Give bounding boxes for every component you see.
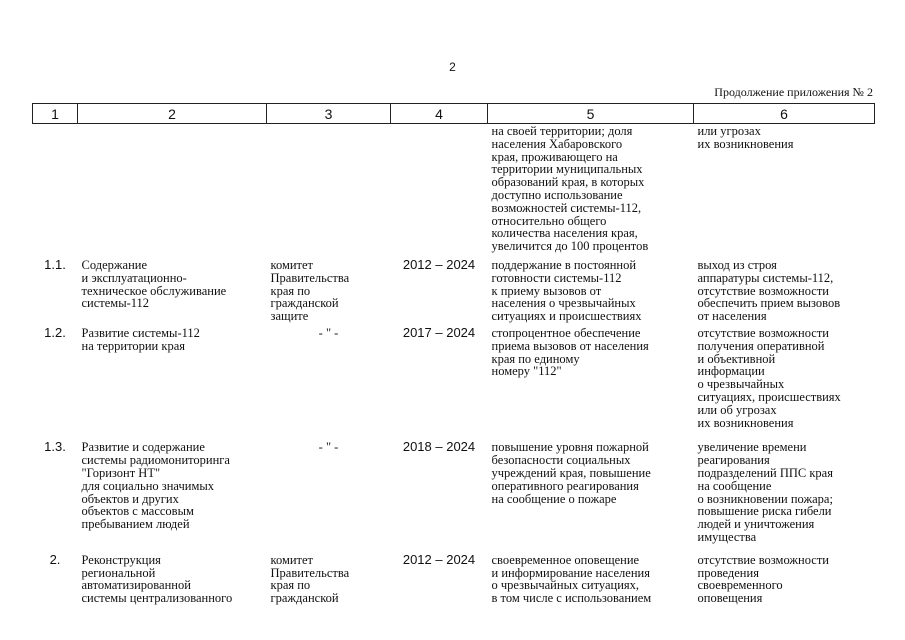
cell-result: стопроцентное обеспечение приема вызовов от населения края по единому номеру "112" [491, 325, 649, 379]
page-number: 2 [449, 60, 456, 74]
cell-num: 1.1. [44, 256, 66, 272]
cell-name [78, 124, 267, 253]
cell-executor: комитет Правительства края по гражданской защите [270, 257, 350, 324]
cell-name: Развитие системы-112 на территории края [81, 325, 200, 353]
cell-result: повышение уровня пожарной безопасности социальных учреждений края, повышение оперативного реагирования на сообщение о пожаре [491, 440, 651, 506]
cell-consequence: или угрозах их возникновения [697, 124, 794, 151]
table-row [33, 429, 875, 543]
column-header-3: 3 [267, 104, 391, 124]
cell-period: 2017 – 2024 [402, 324, 476, 340]
cell-result: на своей территории; доля населения Хабаровского края, проживающего на территории муниципальных образований края, в которых доступно использование возможностей системы-112, относительно общего количества населения края, увеличится до 100 процентов [491, 124, 649, 254]
cell-executor [267, 124, 391, 253]
cell-name: Развитие и содержание системы радиомониторинга "Горизонт НТ" для социально значимых объектов и других объектов с массовым пребыванием людей [81, 440, 230, 532]
cell-consequence: отсутствие возможности получения оперативной и объективной информации о чрезвычайных ситуациях, происшествиях или об угрозах их возникновения [697, 325, 841, 430]
appendix-table [32, 103, 875, 605]
cell-period: 2012 – 2024 [402, 551, 476, 567]
column-header-1: 1 [33, 104, 78, 124]
cell-num: 1.2. [44, 324, 66, 340]
cell-name: Содержание и эксплуатационно- техническое обслуживание системы-112 [81, 257, 227, 311]
column-header-6: 6 [694, 104, 875, 124]
table-row [33, 544, 875, 605]
cell-period [391, 124, 488, 253]
cell-consequence: увеличение времени реагирования подразделений ППС края на сообщение о возникновении пожара; повышение риска гибели людей и уничтожения имущества [697, 440, 833, 544]
continuation-label: Продолжение приложения № 2 [714, 85, 873, 99]
cell-period: 2018 – 2024 [402, 439, 476, 455]
table-row [33, 253, 875, 323]
column-header-5: 5 [488, 104, 694, 124]
cell-period: 2012 – 2024 [402, 256, 476, 272]
cell-num: 1.3. [44, 439, 66, 455]
cell-executor: - " - [318, 440, 339, 455]
cell-result: поддержание в постоянной готовности системы-112 к приему вызовов от населения о чрезвычайных ситуациях и происшествиях [491, 257, 642, 324]
column-header-4: 4 [391, 104, 488, 124]
cell-num [33, 124, 78, 253]
column-header-2: 2 [78, 104, 267, 124]
cell-executor: - " - [318, 325, 339, 340]
cell-consequence: выход из строя аппаратуры системы-112, отсутствие возможности обеспечить прием вызовов от населения [697, 257, 841, 324]
cell-executor: комитет Правительства края по гражданской [270, 552, 350, 606]
table-row-continuation [33, 124, 875, 253]
cell-result: своевременное оповещение и информирование населения о чрезвычайных ситуациях, в том числе с использованием [491, 552, 652, 606]
table-header-row [33, 104, 875, 124]
table-row [33, 323, 875, 429]
cell-consequence: отсутствие возможности проведения своевременного оповещения [697, 552, 829, 606]
cell-num: 2. [49, 551, 61, 567]
cell-name: Реконструкция региональной автоматизированной системы централизованного [81, 552, 233, 606]
